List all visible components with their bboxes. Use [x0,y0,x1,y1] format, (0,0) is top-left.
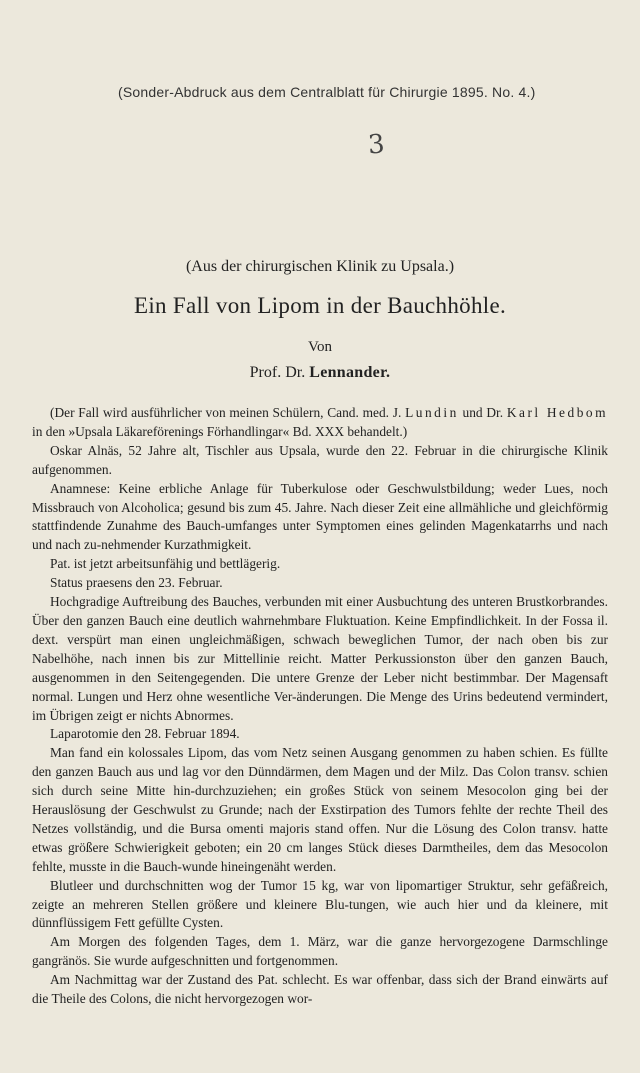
article-body [32,404,608,1009]
student-name-lundin: Lundin [405,405,459,420]
paragraph-note [32,404,608,442]
author-prefix: Prof. Dr. [249,364,310,381]
paragraph-afternoon: Am Nachmittag war der Zustand des Pat. schlecht. Es war offenbar, dass sich der Brand einwärts auf die Theile des Colons, die nicht hervorgezogen wor- [32,972,608,1007]
running-head: (Sonder-Abdruck aus dem Centralblatt für Chirurgie 1895. No. 4.) [118,84,536,100]
paragraph-laparotomie: Laparotomie den 28. Februar 1894. [50,726,240,742]
note-text-2: und Dr. [458,405,507,420]
paragraph-findings: Hochgradige Auftreibung des Bauches, verbunden mit einer Ausbuchtung des unteren Brustkorbrandes. Über den ganzen Bauch eine deutlich wahrnehmbare Fluktuation. Keine Empfindlichkeit. In der Fossa il. dext. verspürt man einen ungleichmäßigen, schwach beweglichen Tumor, der nach oben bis zur Nabelhöhe, nach innen bis zur Mittellinie reicht. Matter Perkussionston über den ganzen Bauch, ausgenommen in den Seitengegenden. Die untere Grenze der Leber nicht bestimmbar. Der Magensaft normal. Lungen und Herz ohne wesentliche Ver-änderungen. Die Menge des Urins bedeutend vermindert, im Übrigen zeigt er nichts Abnormes. [32,594,608,723]
article-title: Ein Fall von Lipom in der Bauchhöhle. [133,293,506,318]
student-name-hedbom: Karl Hedbom [506,405,609,420]
paragraph-operation: Man fand ein kolossales Lipom, das vom Netz seinen Ausgang genommen zu haben schien. Es füllte den ganzen Bauch aus und lag vor den Dünndärmen, dem Magen und der Milz. Das Colon transv. schien sich durch seine Mitte hin-durchzuziehen; ein großes Stück von seinem Mesocolon ging bei der Herauslösung der Geschwulst zu Grunde; nach der Exstirpation des Tumors fehlte der rechte Theil des Netzes vollständig, und die Bursa omenti majoris stand offen. Nur die Lösung des Colon transv. hatte etwas größere Schwierigkeit geboten; ein 20 cm langes Stück dieses Darmtheiles, dem das Mesocolon fehlte, musste in die Bauch-wunde hineingenäht werden. [32,745,608,874]
author-name: Lennander. [309,364,391,381]
paragraph-status-heading: Status praesens den 23. Februar. [50,575,223,591]
affiliation-line: (Aus der chirurgischen Klinik zu Upsala.) [185,258,455,275]
byline-von: Von [308,339,332,355]
note-text-1: (Der Fall wird ausführlicher von meinen Schülern, Cand. med. J. [50,405,406,420]
paragraph-next-day: Am Morgen des folgenden Tages, dem 1. März, war die ganze hervorgezogene Darmschlinge gangränös. Sie wurde aufgeschnitten und fortgenommen. [32,934,608,969]
paragraph-tumor: Blutleer und durchschnitten wog der Tumor 15 kg, war von lipomartiger Struktur, sehr gefäßreich, zeigte an mehreren Stellen größere und kleinere Blu-tungen, wie auch hier und da kleinere, mit dünnflüssigem Fett gefüllte Cysten. [32,877,608,931]
paragraph-status-work: Pat. ist jetzt arbeitsunfähig und bettlägerig. [50,556,281,572]
author-line [0,364,640,382]
paragraph-anamnese: Anamnese: Keine erbliche Anlage für Tuberkulose oder Geschwulstbildung; weder Lues, noch Missbrauch von Alcoholica; gesund bis zum 45. Jahre. Nach dieser Zeit eine allmähliche und gleichförmig stattfindende Zunahme des Bauch-umfanges unter Symptomen eines gelinden Magenkatarrhs und nach und nach zu-nehmender Kurzathmigkeit. [32,480,608,553]
page-number: 3 [366,129,386,161]
paragraph-patient: Oskar Alnäs, 52 Jahre alt, Tischler aus Upsala, wurde den 22. Februar in die chirurgische Klinik aufgenommen. [32,442,608,477]
note-text-3: in den »Upsala Läkareförenings Förhandlingar« Bd. XXX behandelt.) [32,423,408,439]
